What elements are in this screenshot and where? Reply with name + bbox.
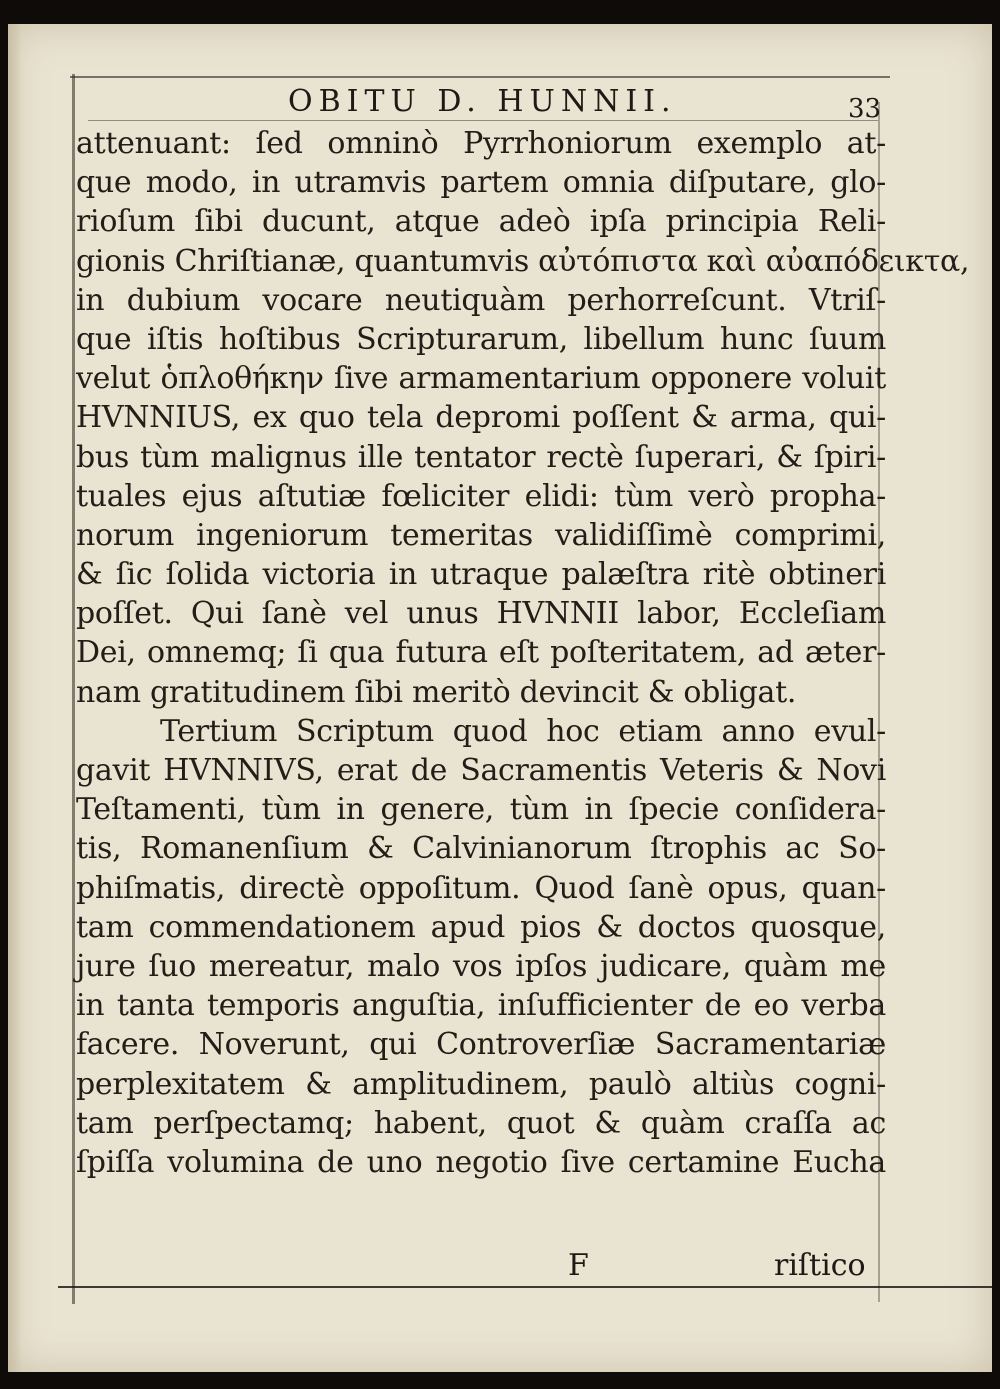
text-line: ſpiſſa volumina de uno negotio ſive certamine Eucha	[76, 1144, 886, 1180]
text-line: facere. Noverunt, qui Controverſiæ Sacramentariæ	[76, 1027, 886, 1063]
text-line: Dei, omnemq; ſi qua futura eſt poſteritatem, ad æter-	[76, 635, 886, 671]
text-line: phiſmatis, directè oppoſitum. Quod ſanè opus, quan-	[76, 870, 886, 906]
bottom-rule	[58, 1286, 992, 1288]
text-line: jure ſuo mereatur, malo vos ipſos judicare, quàm me	[76, 948, 886, 984]
text-line: Tertium Scriptum quod hoc etiam anno evul-	[160, 713, 886, 749]
text-line: velut ὁπλοθήκην ſive armamentarium opponere voluit	[76, 361, 886, 397]
text-line: bus tùm malignus ille tentator rectè ſuperari, & ſpiri-	[76, 439, 886, 475]
text-line: & ſic ſolida victoria in utraque palæſtra ritè obtineri	[76, 557, 886, 593]
text-line: poſſet. Qui ſanè vel unus HVNNII labor, Eccleſiam	[76, 596, 886, 632]
text-line: gionis Chriſtianæ, quantumvis αὐτόπιστα καὶ αὐαπόδεικτα,	[76, 243, 970, 279]
text-line: in dubium vocare neutiquàm perhorreſcunt. Vtriſ-	[76, 282, 886, 318]
text-line: rioſum ſibi ducunt, atque adeò ipſa principia Reli-	[76, 204, 886, 240]
text-line: nam gratitudinem ſibi meritò devincit & obligat.	[76, 674, 797, 710]
text-line: perplexitatem & amplitudinem, paulò altiùs cogni-	[76, 1066, 886, 1102]
text-line: attenuant: ſed omninò Pyrrhoniorum exemplo at-	[76, 126, 886, 161]
text-line: tam commendationem apud pios & doctos quosque,	[76, 909, 886, 945]
text-line: norum ingeniorum temeritas validiſſimè comprimi,	[76, 517, 886, 553]
text-line: que iſtis hoſtibus Scripturarum, libellum hunc ſuum	[76, 321, 886, 357]
page-number: 33	[848, 94, 882, 124]
text-line: que modo, in utramvis partem omnia diſputare, glo-	[76, 165, 886, 201]
text-line: tam perſpectamq; habent, quot & quàm craſſa ac	[76, 1105, 886, 1141]
left-margin-rule	[72, 74, 75, 1304]
catchword: riſtico	[774, 1248, 866, 1283]
text-line: tis, Romanenſium & Calvinianorum ſtrophis ac So-	[76, 831, 886, 867]
header-rule	[88, 120, 878, 121]
text-line: HVNNIUS, ex quo tela depromi poſſent & arma, qui-	[76, 400, 886, 436]
text-line: in tanta temporis anguſtia, inſufficienter de eo verba	[76, 988, 886, 1024]
text-line: tuales ejus aſtutiæ fœliciter elidi: tùm verò propha-	[76, 478, 886, 514]
body-text	[76, 124, 970, 1182]
text-line: gavit HVNNIVS, erat de Sacramentis Veteris & Novi	[76, 753, 886, 788]
signature-mark: F	[568, 1248, 589, 1283]
book-page	[8, 24, 992, 1372]
running-head: OBITU D. HUNNII.	[288, 84, 677, 119]
text-line: Teſtamenti, tùm in genere, tùm in ſpecie conſidera-	[76, 792, 886, 828]
top-rule	[70, 76, 890, 78]
